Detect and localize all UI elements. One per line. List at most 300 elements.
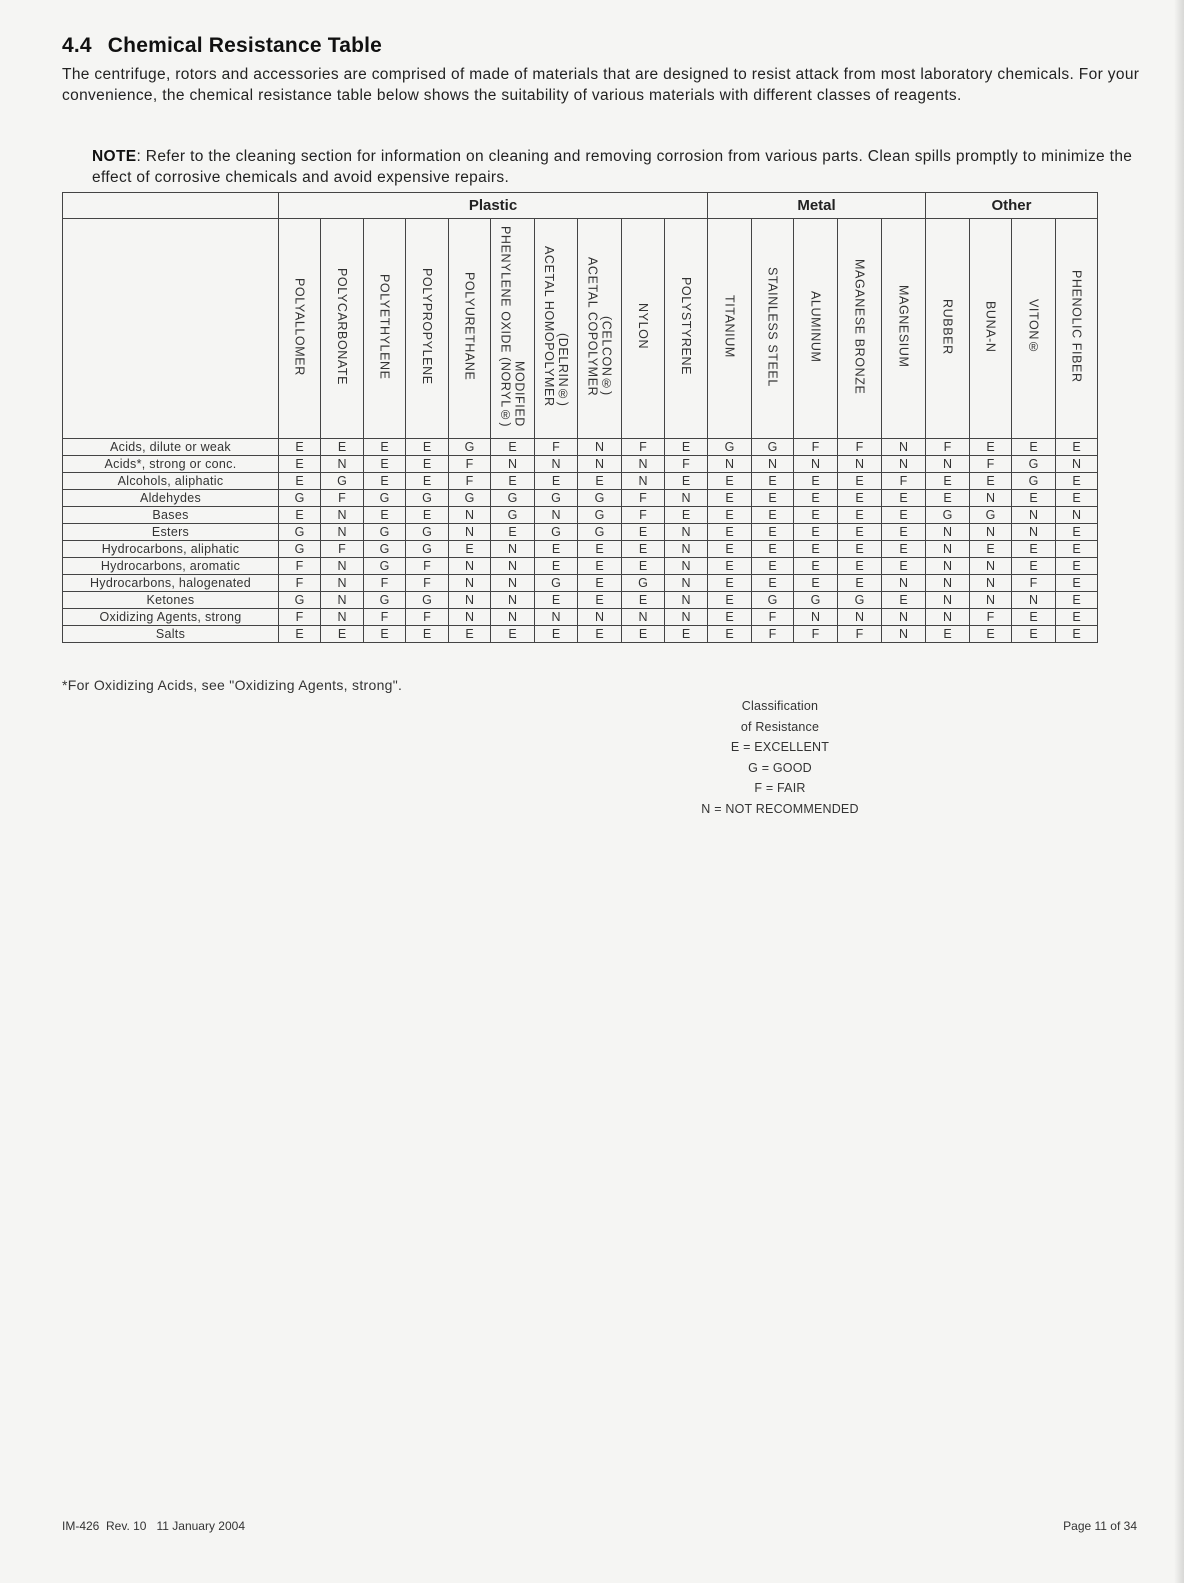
resistance-rating: F: [622, 490, 665, 507]
material-header: [1012, 219, 1056, 439]
resistance-rating: N: [752, 456, 794, 473]
resistance-rating: N: [535, 507, 578, 524]
resistance-rating: G: [406, 524, 449, 541]
material-header: [970, 219, 1012, 439]
resistance-rating: N: [794, 456, 838, 473]
resistance-rating: N: [882, 609, 926, 626]
page-number: Page 11 of 34: [1063, 1519, 1137, 1533]
resistance-rating: G: [406, 490, 449, 507]
resistance-rating: E: [794, 473, 838, 490]
resistance-rating: N: [321, 592, 364, 609]
resistance-rating: N: [665, 524, 708, 541]
resistance-rating: E: [794, 507, 838, 524]
resistance-rating: E: [970, 541, 1012, 558]
reagent-class-label: Hydrocarbons, halogenated: [63, 575, 279, 592]
resistance-rating: E: [838, 507, 882, 524]
resistance-rating: G: [449, 490, 491, 507]
resistance-rating: E: [665, 626, 708, 643]
resistance-rating: F: [279, 558, 321, 575]
resistance-rating: E: [1056, 524, 1098, 541]
resistance-rating: E: [970, 473, 1012, 490]
resistance-rating: E: [882, 490, 926, 507]
reagent-class-label: Hydrocarbons, aliphatic: [63, 541, 279, 558]
resistance-rating: N: [321, 575, 364, 592]
resistance-rating: E: [535, 558, 578, 575]
resistance-rating: N: [1056, 456, 1098, 473]
resistance-rating: N: [449, 524, 491, 541]
intro-paragraph: The centrifuge, rotors and accessories are comprised of made of materials that are designed to resist attack from most laboratory chemicals. For your convenience, the chemical resistance table below shows the suitability of various materials with different classes of reagents.: [62, 66, 1140, 104]
resistance-rating: E: [535, 626, 578, 643]
material-header: [794, 219, 838, 439]
resistance-rating: E: [794, 541, 838, 558]
resistance-rating: E: [279, 507, 321, 524]
group-header-plastic: Plastic: [279, 193, 708, 219]
resistance-rating: G: [535, 575, 578, 592]
resistance-rating: E: [838, 524, 882, 541]
table-row: [63, 592, 1098, 609]
resistance-rating: E: [622, 558, 665, 575]
resistance-rating: E: [1056, 626, 1098, 643]
resistance-rating: E: [838, 558, 882, 575]
section-title: Chemical Resistance Table: [107, 34, 383, 57]
resistance-rating: E: [1056, 609, 1098, 626]
resistance-rating: E: [1012, 439, 1056, 456]
material-name: MODIFIED: [512, 361, 527, 428]
group-header-row: [63, 193, 1098, 219]
resistance-rating: F: [364, 609, 406, 626]
resistance-rating: G: [578, 524, 622, 541]
resistance-rating: N: [970, 558, 1012, 575]
material-name: POLYPROPYLENE: [420, 268, 434, 385]
resistance-rating: N: [578, 456, 622, 473]
resistance-rating: G: [449, 439, 491, 456]
document-revision: IM-426 Rev. 10 11 January 2004: [62, 1519, 245, 1533]
resistance-rating: E: [752, 541, 794, 558]
table-row: [63, 609, 1098, 626]
material-name: STAINLESS STEEL: [765, 266, 780, 387]
resistance-rating: N: [491, 558, 535, 575]
resistance-rating: F: [926, 439, 970, 456]
resistance-rating: E: [622, 541, 665, 558]
resistance-rating: N: [926, 456, 970, 473]
section-number: 4.4: [62, 34, 92, 57]
resistance-rating: E: [794, 575, 838, 592]
reagent-class-label: Esters: [63, 524, 279, 541]
resistance-rating: N: [970, 592, 1012, 609]
note-label: NOTE: [92, 148, 137, 165]
resistance-rating: E: [279, 439, 321, 456]
group-header-metal: Metal: [708, 193, 926, 219]
column-header-row: [63, 219, 1098, 439]
resistance-rating: G: [406, 592, 449, 609]
resistance-rating: N: [708, 456, 752, 473]
resistance-rating: E: [752, 524, 794, 541]
material-name: POLYETHYLENE: [377, 273, 392, 380]
material-header: [449, 219, 491, 439]
resistance-rating: N: [491, 541, 535, 558]
resistance-rating: E: [1056, 575, 1098, 592]
resistance-rating: G: [535, 490, 578, 507]
reagent-class-label: Salts: [63, 626, 279, 643]
table-row: [63, 524, 1098, 541]
resistance-rating: E: [1012, 609, 1056, 626]
resistance-rating: E: [1056, 558, 1098, 575]
group-header-other: Other: [926, 193, 1098, 219]
resistance-rating: E: [882, 592, 926, 609]
resistance-rating: E: [406, 507, 449, 524]
resistance-rating: N: [578, 439, 622, 456]
resistance-rating: E: [970, 439, 1012, 456]
resistance-rating: E: [279, 456, 321, 473]
resistance-rating: F: [838, 439, 882, 456]
material-name: VITON®: [1026, 298, 1041, 355]
resistance-rating: G: [279, 541, 321, 558]
material-header: [578, 219, 622, 439]
reagent-class-label: Acids, dilute or weak: [63, 439, 279, 456]
resistance-rating: N: [321, 456, 364, 473]
resistance-rating: E: [794, 490, 838, 507]
resistance-rating: N: [665, 609, 708, 626]
resistance-rating: E: [708, 592, 752, 609]
resistance-rating: E: [752, 473, 794, 490]
material-header: [1056, 219, 1098, 439]
resistance-rating: E: [622, 524, 665, 541]
resistance-rating: E: [708, 575, 752, 592]
resistance-rating: G: [279, 490, 321, 507]
table-body: [63, 439, 1098, 643]
resistance-rating: E: [752, 575, 794, 592]
table-row: [63, 626, 1098, 643]
resistance-rating: E: [622, 592, 665, 609]
resistance-rating: F: [279, 609, 321, 626]
material-name: (DELRIN®): [556, 333, 570, 407]
material-name: MAGNESIUM: [896, 285, 911, 368]
resistance-rating: E: [1056, 592, 1098, 609]
resistance-rating: F: [406, 575, 449, 592]
resistance-rating: E: [406, 456, 449, 473]
resistance-rating: G: [926, 507, 970, 524]
resistance-rating: N: [970, 575, 1012, 592]
material-name: PHENYLENE OXIDE (NORYL®): [498, 225, 513, 428]
resistance-rating: N: [321, 524, 364, 541]
resistance-rating: N: [926, 592, 970, 609]
resistance-rating: E: [708, 558, 752, 575]
note-text: : Refer to the cleaning section for information on cleaning and removing corrosion from various parts. Clean spills promptly to minimize the effect of corrosive chemicals and avoid expensive repairs.: [92, 148, 1133, 186]
resistance-rating: G: [321, 473, 364, 490]
material-name: POLYURETHANE: [462, 272, 477, 381]
legend-line: F = FAIR: [754, 781, 806, 795]
resistance-rating: E: [535, 592, 578, 609]
resistance-rating: N: [321, 609, 364, 626]
material-header: [838, 219, 882, 439]
material-header: [752, 219, 794, 439]
resistance-rating: E: [1012, 490, 1056, 507]
resistance-rating: E: [838, 575, 882, 592]
resistance-rating: F: [321, 490, 364, 507]
resistance-rating: E: [449, 541, 491, 558]
resistance-rating: N: [622, 456, 665, 473]
table-row: [63, 558, 1098, 575]
material-name: RUBBER: [940, 298, 955, 355]
resistance-rating: G: [970, 507, 1012, 524]
material-name: MAGANESE BRONZE: [852, 258, 867, 395]
material-header: [279, 219, 321, 439]
resistance-rating: E: [578, 592, 622, 609]
resistance-rating: E: [1056, 490, 1098, 507]
resistance-rating: N: [1012, 507, 1056, 524]
resistance-rating: E: [882, 558, 926, 575]
resistance-rating: N: [665, 490, 708, 507]
resistance-rating: E: [578, 541, 622, 558]
resistance-rating: F: [364, 575, 406, 592]
resistance-rating: E: [752, 490, 794, 507]
resistance-rating: F: [622, 439, 665, 456]
resistance-rating: E: [838, 490, 882, 507]
resistance-rating: N: [449, 575, 491, 592]
resistance-rating: N: [1012, 524, 1056, 541]
resistance-rating: N: [491, 575, 535, 592]
resistance-rating: N: [882, 456, 926, 473]
material-header: [926, 219, 970, 439]
material-name: POLYALLOMER: [292, 277, 307, 376]
resistance-rating: E: [449, 626, 491, 643]
resistance-rating: G: [406, 541, 449, 558]
resistance-rating: N: [321, 507, 364, 524]
note-paragraph: [92, 146, 1152, 188]
resistance-rating: F: [794, 626, 838, 643]
resistance-rating: E: [535, 473, 578, 490]
resistance-rating: N: [838, 609, 882, 626]
resistance-rating: G: [491, 490, 535, 507]
resistance-rating: N: [794, 609, 838, 626]
resistance-rating: E: [882, 507, 926, 524]
resistance-rating: G: [279, 524, 321, 541]
resistance-rating: N: [665, 558, 708, 575]
resistance-rating: E: [406, 626, 449, 643]
material-name: NYLON: [636, 303, 650, 350]
material-header: [665, 219, 708, 439]
resistance-rating: N: [578, 609, 622, 626]
resistance-rating: E: [882, 541, 926, 558]
resistance-rating: G: [838, 592, 882, 609]
material-name: PHENOLIC FIBER: [1069, 270, 1084, 383]
chemical-resistance-table: [62, 192, 1098, 643]
material-name: ACETAL COPOLYMER: [585, 256, 600, 397]
resistance-rating: N: [926, 609, 970, 626]
resistance-rating: N: [535, 609, 578, 626]
reagent-class-label: Alcohols, aliphatic: [63, 473, 279, 490]
resistance-rating: N: [491, 609, 535, 626]
resistance-rating: N: [622, 473, 665, 490]
resistance-rating: F: [535, 439, 578, 456]
resistance-rating: E: [1056, 439, 1098, 456]
resistance-rating: G: [364, 541, 406, 558]
resistance-rating: G: [708, 439, 752, 456]
resistance-rating: G: [752, 439, 794, 456]
resistance-rating: G: [535, 524, 578, 541]
resistance-rating: E: [708, 524, 752, 541]
resistance-rating: E: [406, 473, 449, 490]
resistance-rating: F: [882, 473, 926, 490]
resistance-rating: E: [752, 507, 794, 524]
resistance-rating: F: [970, 456, 1012, 473]
resistance-rating: E: [838, 541, 882, 558]
resistance-rating: N: [926, 524, 970, 541]
resistance-rating: E: [578, 575, 622, 592]
resistance-rating: G: [279, 592, 321, 609]
resistance-rating: G: [622, 575, 665, 592]
reagent-class-label: Aldehydes: [63, 490, 279, 507]
material-header: [321, 219, 364, 439]
resistance-rating: G: [1012, 473, 1056, 490]
resistance-rating: N: [882, 626, 926, 643]
resistance-rating: E: [364, 439, 406, 456]
resistance-rating: N: [535, 456, 578, 473]
resistance-rating: N: [449, 592, 491, 609]
resistance-rating: G: [578, 507, 622, 524]
resistance-legend: [670, 696, 890, 819]
resistance-rating: F: [970, 609, 1012, 626]
resistance-rating: E: [926, 626, 970, 643]
resistance-rating: E: [1056, 541, 1098, 558]
resistance-rating: E: [279, 626, 321, 643]
resistance-rating: E: [491, 439, 535, 456]
material-header: [622, 219, 665, 439]
section-heading: [62, 34, 382, 58]
resistance-rating: E: [665, 507, 708, 524]
resistance-rating: F: [752, 626, 794, 643]
material-header: [491, 219, 535, 439]
resistance-rating: E: [406, 439, 449, 456]
resistance-rating: E: [321, 439, 364, 456]
material-header: [406, 219, 449, 439]
resistance-rating: E: [491, 524, 535, 541]
resistance-rating: F: [752, 609, 794, 626]
resistance-rating: G: [364, 490, 406, 507]
material-header: [535, 219, 578, 439]
table-row: [63, 541, 1098, 558]
resistance-rating: N: [665, 592, 708, 609]
resistance-rating: E: [926, 473, 970, 490]
resistance-rating: N: [665, 575, 708, 592]
legend-line: G = GOOD: [748, 760, 812, 775]
row-label-header: [63, 219, 279, 439]
material-name: (CELCON®): [599, 316, 614, 397]
resistance-rating: N: [882, 439, 926, 456]
resistance-rating: E: [535, 541, 578, 558]
reagent-class-label: Bases: [63, 507, 279, 524]
reagent-class-label: Ketones: [63, 592, 279, 609]
resistance-rating: E: [279, 473, 321, 490]
legend-line: N = NOT RECOMMENDED: [701, 801, 859, 816]
resistance-rating: F: [406, 609, 449, 626]
resistance-rating: E: [665, 439, 708, 456]
table-row: [63, 439, 1098, 456]
resistance-rating: N: [321, 558, 364, 575]
table-row: [63, 507, 1098, 524]
resistance-rating: F: [449, 456, 491, 473]
resistance-rating: E: [708, 507, 752, 524]
resistance-rating: E: [578, 473, 622, 490]
resistance-rating: F: [279, 575, 321, 592]
resistance-rating: G: [364, 592, 406, 609]
resistance-rating: E: [838, 473, 882, 490]
resistance-rating: E: [491, 626, 535, 643]
resistance-rating: E: [926, 490, 970, 507]
footnote: *For Oxidizing Acids, see "Oxidizing Agents, strong".: [62, 677, 403, 693]
reagent-class-label: Oxidizing Agents, strong: [63, 609, 279, 626]
resistance-rating: E: [1056, 473, 1098, 490]
resistance-rating: F: [406, 558, 449, 575]
material-name: BUNA-N: [983, 300, 998, 353]
resistance-rating: E: [491, 473, 535, 490]
resistance-rating: N: [449, 609, 491, 626]
material-header: [364, 219, 406, 439]
resistance-rating: E: [578, 558, 622, 575]
table-row: [63, 456, 1098, 473]
resistance-rating: F: [794, 439, 838, 456]
resistance-rating: F: [838, 626, 882, 643]
material-name: TITANIUM: [722, 295, 737, 358]
resistance-rating: E: [708, 473, 752, 490]
resistance-rating: E: [708, 541, 752, 558]
resistance-rating: F: [449, 473, 491, 490]
resistance-rating: F: [622, 507, 665, 524]
material-name: POLYCARBONATE: [335, 267, 349, 386]
resistance-rating: G: [491, 507, 535, 524]
resistance-rating: E: [364, 456, 406, 473]
material-name: ALUMINUM: [808, 290, 823, 363]
resistance-rating: N: [449, 507, 491, 524]
table-row: [63, 490, 1098, 507]
resistance-rating: N: [449, 558, 491, 575]
resistance-rating: E: [622, 626, 665, 643]
resistance-rating: E: [578, 626, 622, 643]
resistance-rating: N: [882, 575, 926, 592]
resistance-rating: F: [665, 456, 708, 473]
resistance-rating: N: [926, 575, 970, 592]
page-edge-shadow: [1174, 0, 1184, 1583]
resistance-rating: E: [794, 558, 838, 575]
resistance-rating: E: [1012, 558, 1056, 575]
reagent-class-label: Acids*, strong or conc.: [63, 456, 279, 473]
resistance-rating: E: [794, 524, 838, 541]
table-row: [63, 575, 1098, 592]
resistance-rating: N: [1056, 507, 1098, 524]
resistance-rating: E: [708, 609, 752, 626]
material-name: ACETAL HOMOPOLYMER: [542, 246, 556, 407]
table-row: [63, 473, 1098, 490]
resistance-rating: G: [752, 592, 794, 609]
resistance-rating: E: [364, 626, 406, 643]
resistance-rating: F: [1012, 575, 1056, 592]
resistance-rating: E: [1012, 541, 1056, 558]
resistance-rating: N: [491, 592, 535, 609]
resistance-rating: N: [491, 456, 535, 473]
resistance-rating: N: [926, 541, 970, 558]
resistance-rating: F: [321, 541, 364, 558]
resistance-rating: N: [926, 558, 970, 575]
material-header: [708, 219, 752, 439]
resistance-rating: E: [665, 473, 708, 490]
material-header: [882, 219, 926, 439]
resistance-rating: G: [1012, 456, 1056, 473]
resistance-rating: G: [364, 524, 406, 541]
resistance-rating: E: [1012, 626, 1056, 643]
legend-line: E = EXCELLENT: [730, 740, 830, 754]
reagent-class-label: Hydrocarbons, aromatic: [63, 558, 279, 575]
resistance-rating: E: [970, 626, 1012, 643]
